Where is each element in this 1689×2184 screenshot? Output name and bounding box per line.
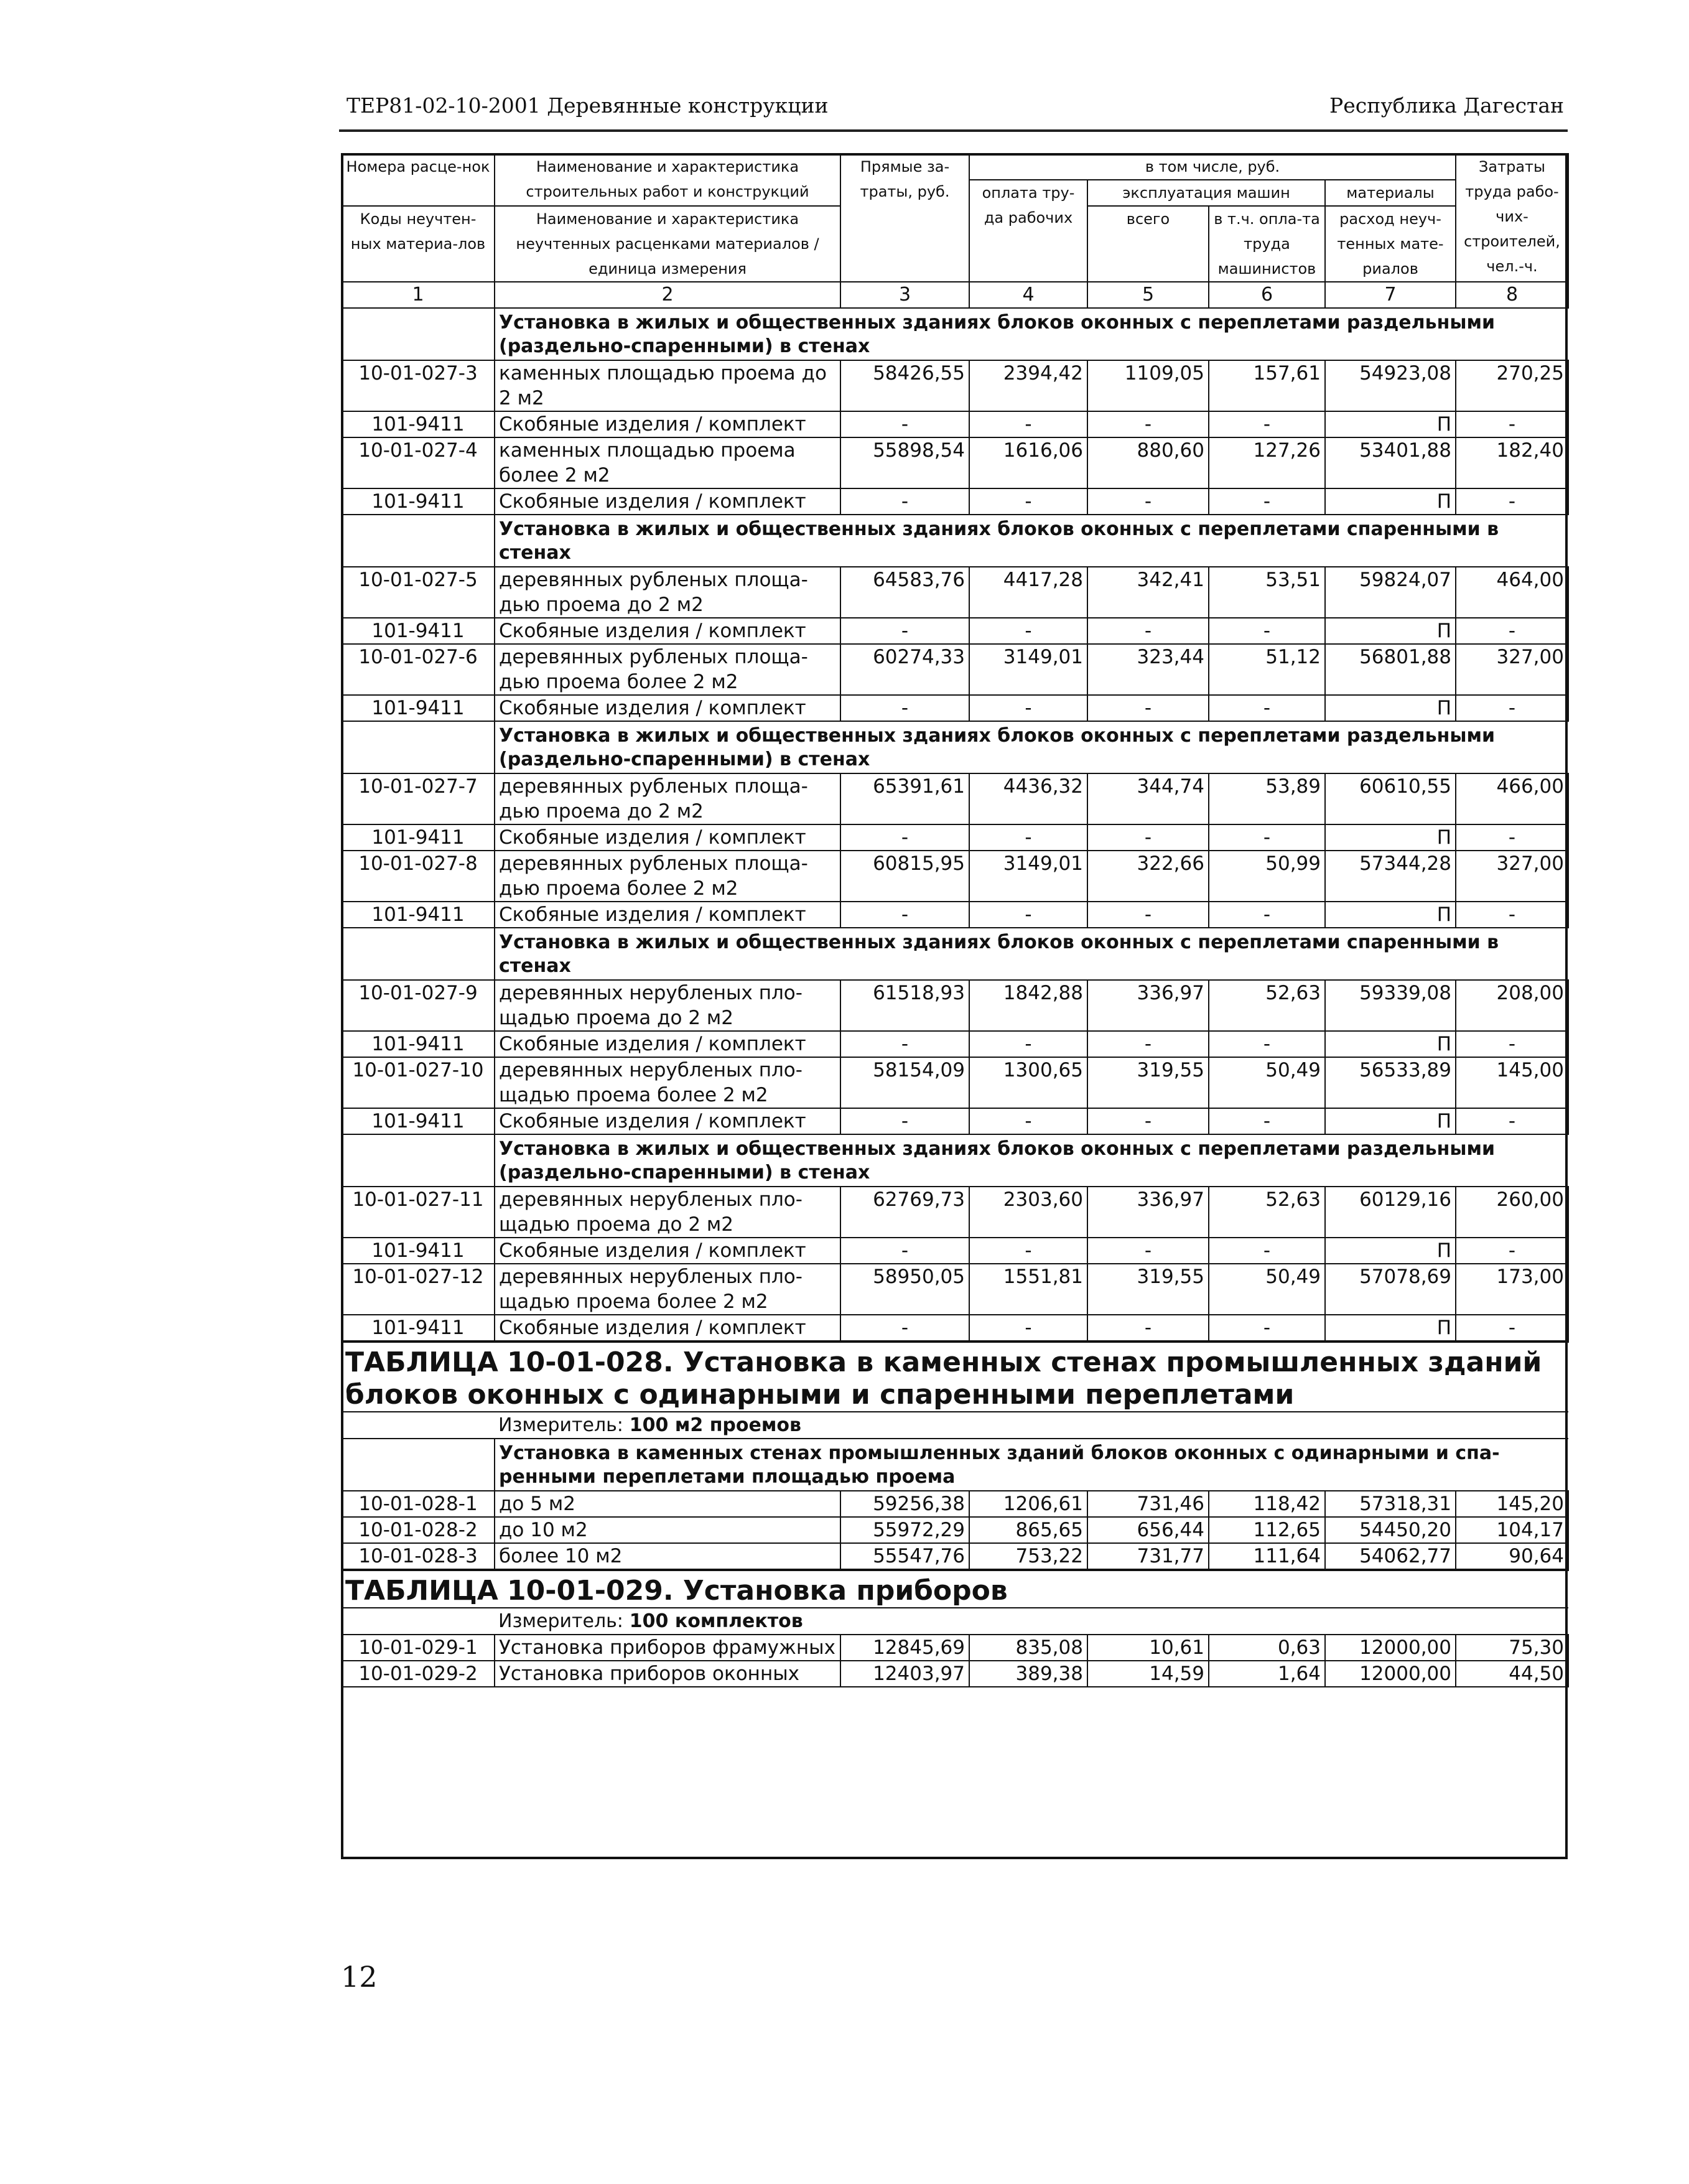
value-cell: 50,49 bbox=[1209, 1057, 1325, 1108]
value-cell: 60610,55 bbox=[1325, 773, 1456, 824]
value-cell: - bbox=[840, 411, 969, 437]
rate-row bbox=[342, 1517, 1568, 1543]
value-cell: 54450,20 bbox=[1325, 1517, 1456, 1543]
value-cell: 319,55 bbox=[1087, 1057, 1209, 1108]
value-cell: - bbox=[1087, 618, 1209, 644]
material-name: Скобяные изделия / комплект bbox=[495, 1238, 840, 1264]
measure bbox=[495, 1608, 1568, 1635]
section-title: Установка в жилых и общественных зданиях блоков оконных с переплетами раздельными (раздельно-спаренными) в стенах bbox=[499, 312, 1495, 357]
value-cell: 55547,76 bbox=[840, 1543, 969, 1570]
value-cell: 0,63 bbox=[1209, 1635, 1325, 1661]
header-direct-costs: Прямые за-траты, руб. bbox=[840, 154, 969, 282]
value-cell: - bbox=[1209, 824, 1325, 851]
value-cell: - bbox=[840, 1238, 969, 1264]
column-number-cell: 1 bbox=[342, 282, 495, 308]
value-cell: 52,63 bbox=[1209, 980, 1325, 1031]
material-row bbox=[342, 1238, 1568, 1264]
value-cell: 880,60 bbox=[1087, 437, 1209, 488]
value-cell: - bbox=[969, 1315, 1087, 1342]
value-cell: П bbox=[1325, 618, 1456, 644]
section-spacer bbox=[342, 308, 495, 360]
measure-spacer bbox=[342, 1608, 495, 1635]
value-cell: - bbox=[969, 1031, 1087, 1057]
table-heading-row bbox=[342, 1342, 1568, 1412]
material-row bbox=[342, 1315, 1568, 1342]
value-cell: 50,99 bbox=[1209, 851, 1325, 902]
measure bbox=[495, 1412, 1568, 1439]
column-number-cell: 8 bbox=[1456, 282, 1568, 308]
value-cell: П bbox=[1325, 695, 1456, 721]
value-cell: 59339,08 bbox=[1325, 980, 1456, 1031]
value-cell: 1,64 bbox=[1209, 1661, 1325, 1687]
value-cell: - bbox=[1087, 488, 1209, 515]
value-cell: - bbox=[840, 618, 969, 644]
value-cell: - bbox=[1209, 411, 1325, 437]
value-cell: 182,40 bbox=[1456, 437, 1568, 488]
value-cell: - bbox=[1209, 618, 1325, 644]
value-cell: 319,55 bbox=[1087, 1264, 1209, 1315]
material-name: Скобяные изделия / комплект bbox=[495, 1031, 840, 1057]
value-cell: - bbox=[1456, 488, 1568, 515]
value-cell: 4417,28 bbox=[969, 567, 1087, 618]
section-title-row bbox=[342, 1439, 1568, 1491]
value-cell: 270,25 bbox=[1456, 360, 1568, 411]
material-name: Скобяные изделия / комплект bbox=[495, 1315, 840, 1342]
material-name: Скобяные изделия / комплект bbox=[495, 618, 840, 644]
work-name: деревянных рубленых площа-дью проема более 2 м2 bbox=[495, 851, 840, 902]
work-name: более 10 м2 bbox=[495, 1543, 840, 1570]
measure-value: 100 комплектов bbox=[629, 1610, 803, 1632]
value-cell: 12000,00 bbox=[1325, 1661, 1456, 1687]
work-name: каменных площадью проема до 2 м2 bbox=[495, 360, 840, 411]
header-machines-total: всего bbox=[1087, 206, 1209, 282]
value-cell: 55972,29 bbox=[840, 1517, 969, 1543]
rate-code: 10-01-027-4 bbox=[342, 437, 495, 488]
section-title: Установка в жилых и общественных зданиях блоков оконных с переплетами спаренными в стенах bbox=[499, 518, 1499, 564]
value-cell: - bbox=[969, 488, 1087, 515]
value-cell: - bbox=[1209, 695, 1325, 721]
value-cell: 61518,93 bbox=[840, 980, 969, 1031]
table-heading bbox=[342, 1342, 1568, 1412]
value-cell: 65391,61 bbox=[840, 773, 969, 824]
rate-code: 10-01-028-1 bbox=[342, 1491, 495, 1517]
value-cell: - bbox=[1087, 411, 1209, 437]
value-cell: П bbox=[1325, 1315, 1456, 1342]
value-cell: - bbox=[840, 695, 969, 721]
value-cell: - bbox=[840, 1031, 969, 1057]
rate-code: 10-01-027-3 bbox=[342, 360, 495, 411]
value-cell: П bbox=[1325, 902, 1456, 928]
work-name: деревянных нерубленых пло-щадью проема до 2 м2 bbox=[495, 980, 840, 1031]
value-cell: 111,64 bbox=[1209, 1543, 1325, 1570]
value-cell: - bbox=[1456, 1108, 1568, 1134]
rate-row bbox=[342, 567, 1568, 618]
value-cell: - bbox=[1087, 1108, 1209, 1134]
value-cell: - bbox=[1087, 695, 1209, 721]
section-title-row bbox=[342, 515, 1568, 567]
value-cell: - bbox=[1456, 902, 1568, 928]
value-cell: 336,97 bbox=[1087, 1187, 1209, 1238]
value-cell: П bbox=[1325, 1108, 1456, 1134]
value-cell: П bbox=[1325, 411, 1456, 437]
work-name: деревянных рубленых площа-дью проема до 2 м2 bbox=[495, 773, 840, 824]
measure-row bbox=[342, 1608, 1568, 1635]
value-cell: 389,38 bbox=[969, 1661, 1087, 1687]
section-title: Установка в жилых и общественных зданиях блоков оконных с переплетами раздельными (раздельно-спаренными) в стенах bbox=[499, 725, 1495, 770]
value-cell: 62769,73 bbox=[840, 1187, 969, 1238]
value-cell: 3149,01 bbox=[969, 851, 1087, 902]
value-cell: 59256,38 bbox=[840, 1491, 969, 1517]
material-row bbox=[342, 902, 1568, 928]
rate-code: 10-01-027-6 bbox=[342, 644, 495, 695]
rate-code: 10-01-027-12 bbox=[342, 1264, 495, 1315]
page-number: 12 bbox=[341, 1960, 378, 1994]
rate-row bbox=[342, 437, 1568, 488]
value-cell: 54062,77 bbox=[1325, 1543, 1456, 1570]
work-name: деревянных нерубленых пло-щадью проема более 2 м2 bbox=[495, 1057, 840, 1108]
work-name: деревянных рубленых площа-дью проема более 2 м2 bbox=[495, 644, 840, 695]
value-cell: 127,26 bbox=[1209, 437, 1325, 488]
value-cell: - bbox=[840, 488, 969, 515]
value-cell: 112,65 bbox=[1209, 1517, 1325, 1543]
value-cell: 1842,88 bbox=[969, 980, 1087, 1031]
value-cell: 322,66 bbox=[1087, 851, 1209, 902]
value-cell: 12845,69 bbox=[840, 1635, 969, 1661]
material-code: 101-9411 bbox=[342, 1315, 495, 1342]
work-name: деревянных нерубленых пло-щадью проема до 2 м2 bbox=[495, 1187, 840, 1238]
rate-row bbox=[342, 1187, 1568, 1238]
section-spacer bbox=[342, 1439, 495, 1491]
rate-code: 10-01-027-8 bbox=[342, 851, 495, 902]
section-title-row bbox=[342, 1134, 1568, 1187]
value-cell: 3149,01 bbox=[969, 644, 1087, 695]
measure-spacer bbox=[342, 1412, 495, 1439]
header-machine-operation: эксплуатация машин bbox=[1087, 180, 1325, 206]
header-rate-numbers: Номера расце-нок bbox=[342, 154, 495, 206]
value-cell: 57344,28 bbox=[1325, 851, 1456, 902]
material-code: 101-9411 bbox=[342, 488, 495, 515]
value-cell: 1616,06 bbox=[969, 437, 1087, 488]
value-cell: 52,63 bbox=[1209, 1187, 1325, 1238]
value-cell: - bbox=[1209, 1315, 1325, 1342]
value-cell: 753,22 bbox=[969, 1543, 1087, 1570]
value-cell: 50,49 bbox=[1209, 1264, 1325, 1315]
rate-row bbox=[342, 980, 1568, 1031]
header-material-consumption: расход неуч-тенных мате-риалов bbox=[1325, 206, 1456, 282]
value-cell: 56533,89 bbox=[1325, 1057, 1456, 1108]
value-cell: 12403,97 bbox=[840, 1661, 969, 1687]
work-name: деревянных рубленых площа-дью проема до 2 м2 bbox=[495, 567, 840, 618]
page-header bbox=[339, 87, 1568, 132]
value-cell: 1206,61 bbox=[969, 1491, 1087, 1517]
material-row bbox=[342, 618, 1568, 644]
value-cell: - bbox=[969, 1238, 1087, 1264]
rate-row bbox=[342, 360, 1568, 411]
value-cell: 64583,76 bbox=[840, 567, 969, 618]
value-cell: - bbox=[1456, 1031, 1568, 1057]
value-cell: 4436,32 bbox=[969, 773, 1087, 824]
column-numbers-row bbox=[342, 282, 1568, 308]
column-number-cell: 2 bbox=[495, 282, 840, 308]
value-cell: - bbox=[1209, 1238, 1325, 1264]
header-operator-pay: в т.ч. опла-та труда машинистов bbox=[1209, 206, 1325, 282]
value-cell: 90,64 bbox=[1456, 1543, 1568, 1570]
value-cell: - bbox=[969, 411, 1087, 437]
value-cell: 656,44 bbox=[1087, 1517, 1209, 1543]
section-spacer bbox=[342, 721, 495, 773]
rates-table bbox=[341, 153, 1569, 1687]
header-material-codes: Коды неучтен-ных материа-лов bbox=[342, 206, 495, 282]
value-cell: - bbox=[840, 824, 969, 851]
value-cell: 118,42 bbox=[1209, 1491, 1325, 1517]
value-cell: 835,08 bbox=[969, 1635, 1087, 1661]
section-title: Установка в жилых и общественных зданиях блоков оконных с переплетами раздельными (раздельно-спаренными) в стенах bbox=[499, 1138, 1495, 1183]
rate-code: 10-01-027-7 bbox=[342, 773, 495, 824]
value-cell: 14,59 bbox=[1087, 1661, 1209, 1687]
value-cell: 55898,54 bbox=[840, 437, 969, 488]
value-cell: 336,97 bbox=[1087, 980, 1209, 1031]
section-spacer bbox=[342, 928, 495, 980]
value-cell: - bbox=[1456, 1238, 1568, 1264]
column-number-cell: 5 bbox=[1087, 282, 1209, 308]
value-cell: - bbox=[1456, 411, 1568, 437]
material-row bbox=[342, 824, 1568, 851]
value-cell: - bbox=[1209, 488, 1325, 515]
value-cell: 58950,05 bbox=[840, 1264, 969, 1315]
material-name: Скобяные изделия / комплект bbox=[495, 1108, 840, 1134]
value-cell: 1300,65 bbox=[969, 1057, 1087, 1108]
measure-label: Измеритель: bbox=[498, 1610, 623, 1632]
table-title: Установка приборов bbox=[682, 1575, 1008, 1607]
value-cell: 58154,09 bbox=[840, 1057, 969, 1108]
material-code: 101-9411 bbox=[342, 1031, 495, 1057]
rate-row bbox=[342, 1491, 1568, 1517]
value-cell: - bbox=[1209, 1108, 1325, 1134]
value-cell: - bbox=[1087, 1031, 1209, 1057]
table-label: ТАБЛИЦА bbox=[345, 1575, 498, 1607]
section-spacer bbox=[342, 515, 495, 567]
value-cell: 145,00 bbox=[1456, 1057, 1568, 1108]
rate-row bbox=[342, 773, 1568, 824]
work-name: Установка приборов фрамужных bbox=[495, 1635, 840, 1661]
material-code: 101-9411 bbox=[342, 1108, 495, 1134]
value-cell: 157,61 bbox=[1209, 360, 1325, 411]
value-cell: - bbox=[840, 1315, 969, 1342]
value-cell: 2303,60 bbox=[969, 1187, 1087, 1238]
value-cell: 2394,42 bbox=[969, 360, 1087, 411]
value-cell: П bbox=[1325, 824, 1456, 851]
value-cell: - bbox=[840, 902, 969, 928]
value-cell: 12000,00 bbox=[1325, 1635, 1456, 1661]
table-heading bbox=[342, 1570, 1568, 1608]
measure-value: 100 м2 проемов bbox=[629, 1414, 801, 1436]
value-cell: 464,00 bbox=[1456, 567, 1568, 618]
rate-row bbox=[342, 1057, 1568, 1108]
work-name: до 10 м2 bbox=[495, 1517, 840, 1543]
table-number: 10-01-028. bbox=[507, 1346, 674, 1378]
value-cell: П bbox=[1325, 1031, 1456, 1057]
header-materials: материалы bbox=[1325, 180, 1456, 206]
header-labor-costs: Затраты труда рабо-чих-строителей, чел.-ч. bbox=[1456, 154, 1568, 282]
value-cell: - bbox=[840, 1108, 969, 1134]
work-name: каменных площадью проема более 2 м2 bbox=[495, 437, 840, 488]
value-cell: 57078,69 bbox=[1325, 1264, 1456, 1315]
material-code: 101-9411 bbox=[342, 902, 495, 928]
value-cell: 1551,81 bbox=[969, 1264, 1087, 1315]
column-number-cell: 7 bbox=[1325, 282, 1456, 308]
work-name: Установка приборов оконных bbox=[495, 1661, 840, 1687]
value-cell: 327,00 bbox=[1456, 851, 1568, 902]
header-including: в том числе, руб. bbox=[969, 154, 1456, 180]
value-cell: - bbox=[1087, 1315, 1209, 1342]
value-cell: - bbox=[969, 618, 1087, 644]
column-number-cell: 3 bbox=[840, 282, 969, 308]
value-cell: 56801,88 bbox=[1325, 644, 1456, 695]
material-code: 101-9411 bbox=[342, 824, 495, 851]
section-spacer bbox=[342, 1134, 495, 1187]
section-title-row bbox=[342, 308, 1568, 360]
material-name: Скобяные изделия / комплект bbox=[495, 695, 840, 721]
value-cell: - bbox=[1456, 695, 1568, 721]
value-cell: 104,17 bbox=[1456, 1517, 1568, 1543]
value-cell: - bbox=[1209, 902, 1325, 928]
material-row bbox=[342, 1108, 1568, 1134]
material-row bbox=[342, 1031, 1568, 1057]
rate-row bbox=[342, 644, 1568, 695]
value-cell: 260,00 bbox=[1456, 1187, 1568, 1238]
rate-code: 10-01-028-3 bbox=[342, 1543, 495, 1570]
table-title: Установка в каменных стенах промышленных зданий блоков оконных с одинарными и спаренными переплетами bbox=[345, 1346, 1542, 1411]
value-cell: 344,74 bbox=[1087, 773, 1209, 824]
value-cell: - bbox=[1456, 824, 1568, 851]
document-code-title: ТЕР81-02-10-2001 Деревянные конструкции bbox=[347, 93, 829, 118]
material-row bbox=[342, 488, 1568, 515]
rate-code: 10-01-027-11 bbox=[342, 1187, 495, 1238]
material-name: Скобяные изделия / комплект bbox=[495, 902, 840, 928]
column-number-cell: 4 bbox=[969, 282, 1087, 308]
value-cell: 865,65 bbox=[969, 1517, 1087, 1543]
value-cell: 323,44 bbox=[1087, 644, 1209, 695]
rate-code: 10-01-028-2 bbox=[342, 1517, 495, 1543]
value-cell: 54923,08 bbox=[1325, 360, 1456, 411]
value-cell: 10,61 bbox=[1087, 1635, 1209, 1661]
material-code: 101-9411 bbox=[342, 695, 495, 721]
value-cell: - bbox=[969, 902, 1087, 928]
value-cell: 173,00 bbox=[1456, 1264, 1568, 1315]
measure-row bbox=[342, 1412, 1568, 1439]
measure-label: Измеритель: bbox=[498, 1414, 623, 1436]
value-cell: 53,51 bbox=[1209, 567, 1325, 618]
material-name: Скобяные изделия / комплект bbox=[495, 824, 840, 851]
rate-code: 10-01-029-1 bbox=[342, 1635, 495, 1661]
value-cell: - bbox=[1087, 1238, 1209, 1264]
value-cell: 731,46 bbox=[1087, 1491, 1209, 1517]
value-cell: 53,89 bbox=[1209, 773, 1325, 824]
value-cell: 342,41 bbox=[1087, 567, 1209, 618]
section-title-row bbox=[342, 928, 1568, 980]
value-cell: 145,20 bbox=[1456, 1491, 1568, 1517]
value-cell: 57318,31 bbox=[1325, 1491, 1456, 1517]
rate-row bbox=[342, 1543, 1568, 1570]
value-cell: 208,00 bbox=[1456, 980, 1568, 1031]
rate-code: 10-01-027-9 bbox=[342, 980, 495, 1031]
rate-code: 10-01-027-5 bbox=[342, 567, 495, 618]
value-cell: П bbox=[1325, 488, 1456, 515]
value-cell: 75,30 bbox=[1456, 1635, 1568, 1661]
material-name: Скобяные изделия / комплект bbox=[495, 488, 840, 515]
header-work-name: Наименование и характеристика строительных работ и конструкций bbox=[495, 154, 840, 206]
value-cell: 1109,05 bbox=[1087, 360, 1209, 411]
value-cell: - bbox=[1209, 1031, 1325, 1057]
material-row bbox=[342, 411, 1568, 437]
region-name: Республика Дагестан bbox=[1329, 93, 1564, 118]
section-title-row bbox=[342, 721, 1568, 773]
value-cell: 59824,07 bbox=[1325, 567, 1456, 618]
value-cell: 466,00 bbox=[1456, 773, 1568, 824]
section-title: Установка в жилых и общественных зданиях блоков оконных с переплетами спаренными в стенах bbox=[499, 931, 1499, 977]
value-cell: 44,50 bbox=[1456, 1661, 1568, 1687]
rate-row bbox=[342, 851, 1568, 902]
value-cell: - bbox=[1456, 1315, 1568, 1342]
value-cell: - bbox=[1087, 902, 1209, 928]
table-number: 10-01-029. bbox=[507, 1575, 674, 1607]
header-material-name: Наименование и характеристика неучтенных расценками материалов / единица измерения bbox=[495, 206, 840, 282]
rate-row bbox=[342, 1661, 1568, 1687]
value-cell: 51,12 bbox=[1209, 644, 1325, 695]
value-cell: - bbox=[969, 695, 1087, 721]
material-code: 101-9411 bbox=[342, 1238, 495, 1264]
table-label: ТАБЛИЦА bbox=[345, 1346, 498, 1378]
value-cell: - bbox=[1456, 618, 1568, 644]
material-code: 101-9411 bbox=[342, 618, 495, 644]
value-cell: 58426,55 bbox=[840, 360, 969, 411]
work-name: до 5 м2 bbox=[495, 1491, 840, 1517]
material-code: 101-9411 bbox=[342, 411, 495, 437]
header-worker-pay: оплата тру-да рабочих bbox=[969, 180, 1087, 282]
value-cell: 60815,95 bbox=[840, 851, 969, 902]
value-cell: 60129,16 bbox=[1325, 1187, 1456, 1238]
value-cell: П bbox=[1325, 1238, 1456, 1264]
value-cell: - bbox=[969, 1108, 1087, 1134]
value-cell: - bbox=[1087, 824, 1209, 851]
value-cell: 53401,88 bbox=[1325, 437, 1456, 488]
work-name: деревянных нерубленых пло-щадью проема более 2 м2 bbox=[495, 1264, 840, 1315]
material-name: Скобяные изделия / комплект bbox=[495, 411, 840, 437]
rate-row bbox=[342, 1635, 1568, 1661]
section-title: Установка в каменных стенах промышленных зданий блоков оконных с одинарными и спа-ренными переплетами площадью проема bbox=[499, 1442, 1500, 1488]
material-row bbox=[342, 695, 1568, 721]
rate-code: 10-01-029-2 bbox=[342, 1661, 495, 1687]
value-cell: 731,77 bbox=[1087, 1543, 1209, 1570]
rate-code: 10-01-027-10 bbox=[342, 1057, 495, 1108]
value-cell: - bbox=[969, 824, 1087, 851]
value-cell: 60274,33 bbox=[840, 644, 969, 695]
table-heading-row bbox=[342, 1570, 1568, 1608]
column-number-cell: 6 bbox=[1209, 282, 1325, 308]
value-cell: 327,00 bbox=[1456, 644, 1568, 695]
rate-row bbox=[342, 1264, 1568, 1315]
